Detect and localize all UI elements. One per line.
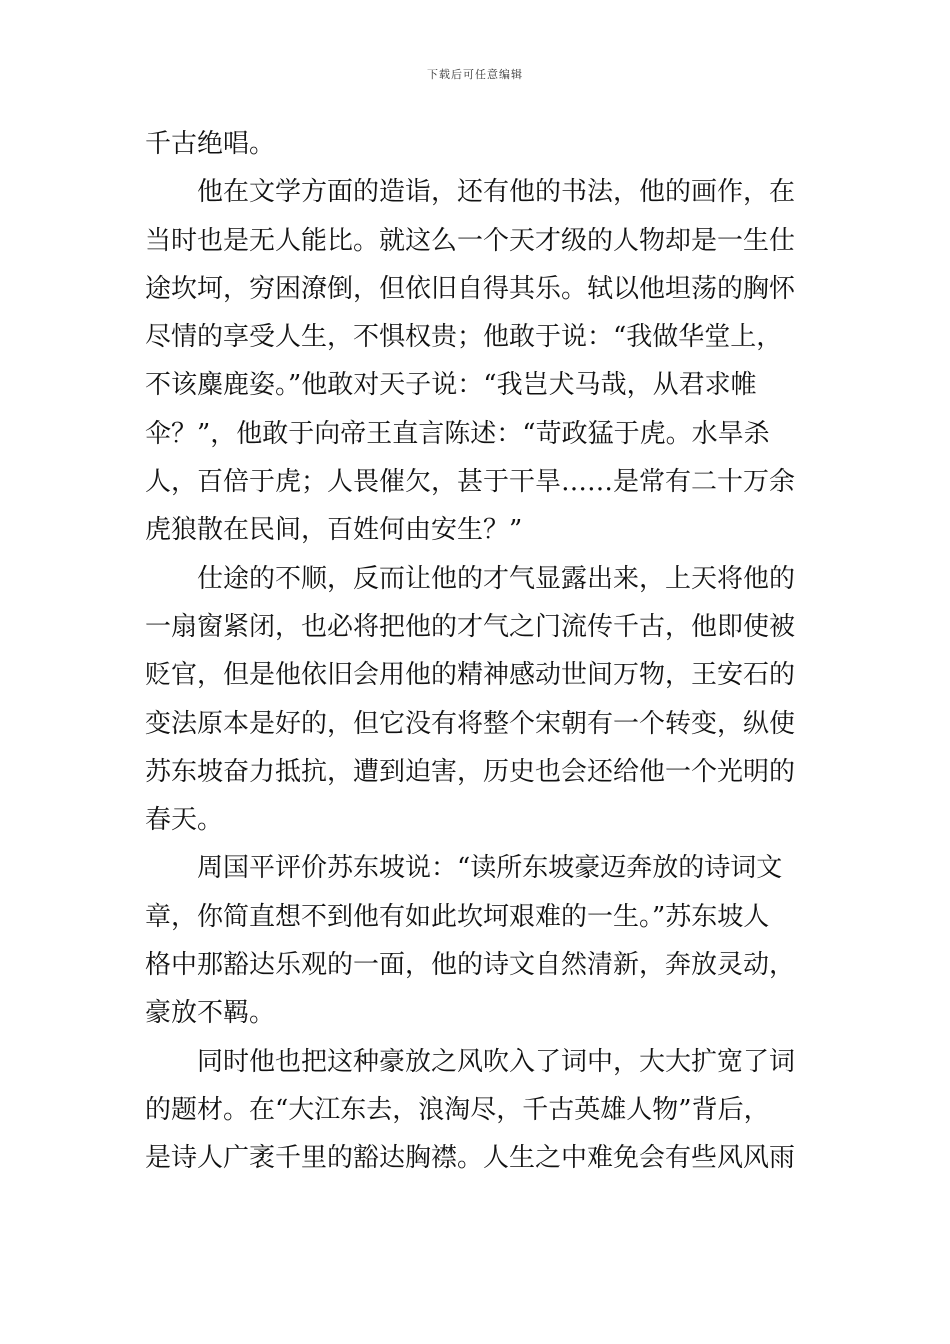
text-line: 虎狼散在民间，百姓何由安生？” — [145, 515, 523, 546]
text-line: 尽情的享受人生，不惧权贵；他敢于说：“我做华堂上， — [145, 322, 783, 353]
text-line: 人，百倍于虎；人畏催欠，甚于干旱……是常有二十万余 — [145, 467, 796, 498]
text-line: 春天。 — [145, 805, 224, 836]
text-line: 苏东坡奋力抵抗，遭到迫害，历史也会还给他一个光明的 — [145, 756, 796, 787]
paragraph-first-line: 周国平评价苏东坡说：“读所东坡豪迈奔放的诗词文 — [197, 853, 783, 884]
text-line: 一扇窗紧闭，也必将把他的才气之门流传千古，他即使被 — [145, 611, 796, 642]
paragraph-first-line: 仕途的不顺，反而让他的才气显露出来，上天将他的 — [197, 563, 796, 594]
text-line: 豪放不羁。 — [145, 998, 276, 1029]
text-line: 途坎坷，穷困潦倒，但依旧自得其乐。轼以他坦荡的胸怀 — [145, 273, 796, 304]
text-line: 的题材。在“大江东去，浪淘尽，千古英雄人物”背后， — [145, 1094, 770, 1125]
text-line: 伞？”，他敢于向帝王直言陈述：“苛政猛于虎。水旱杀 — [145, 418, 770, 449]
document-body — [145, 120, 807, 1183]
text-line: 千古绝唱。 — [145, 129, 276, 159]
header-note: 下载后可任意编辑 — [427, 68, 523, 81]
text-line: 贬官，但是他依旧会用他的精神感动世间万物，王安石的 — [145, 660, 796, 691]
text-line: 格中那豁达乐观的一面，他的诗文自然清新，奔放灵动， — [145, 950, 796, 981]
text-line: 变法原本是好的，但它没有将整个宋朝有一个转变，纵使 — [145, 708, 796, 739]
paragraph-first-line: 他在文学方面的造诣，还有他的书法，他的画作，在 — [197, 177, 796, 208]
paragraph-first-line: 同时他也把这种豪放之风吹入了词中，大大扩宽了词 — [197, 1046, 796, 1077]
text-line: 不该麋鹿姿。”他敢对天子说：“我岂犬马哉，从君求帷 — [145, 370, 757, 401]
text-line: 当时也是无人能比。就这么一个天才级的人物却是一生仕 — [145, 225, 796, 256]
text-line: 章，你简直想不到他有如此坎坷艰难的一生。”苏东坡人 — [145, 901, 770, 932]
text-line: 是诗人广袤千里的豁达胸襟。人生之中难免会有些风风雨 — [145, 1143, 796, 1174]
